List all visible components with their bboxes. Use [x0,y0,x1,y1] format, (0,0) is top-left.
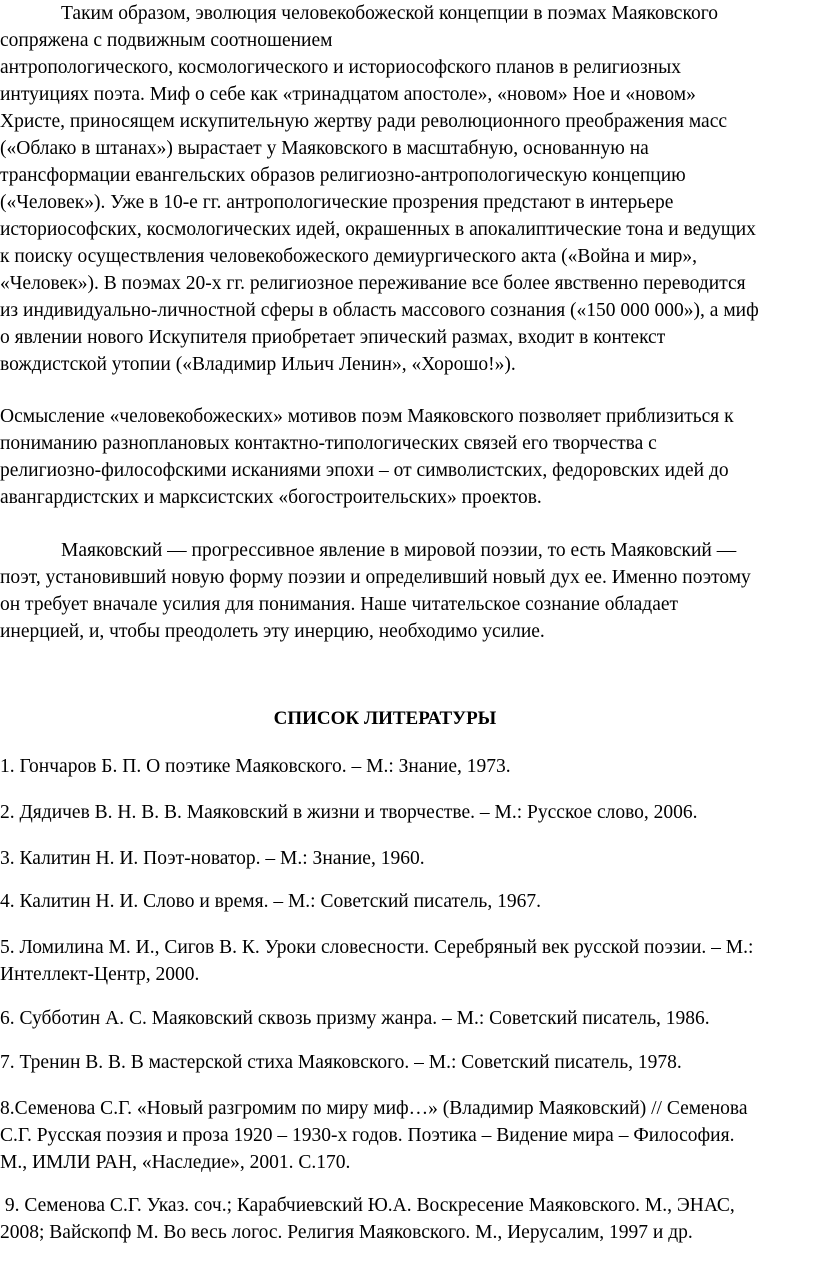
bibliography-heading: СПИСОК ЛИТЕРАТУРЫ [273,708,497,729]
paragraph-line: антропологического, космологического и историософского планов в религиозных [0,57,681,78]
bibliography-line: 8.Семенова С.Г. «Новый разгромим по миру миф…» (Владимир Маяковский) // Семенова [0,1098,748,1119]
bibliography-line: М., ИМЛИ РАН, «Наследие», 2001. С.170. [0,1152,351,1173]
bibliography-line: 1. Гончаров Б. П. О поэтике Маяковского. – М.: Знание, 1973. [0,756,511,777]
bibliography-item [0,1095,748,1176]
paragraph-line: инерцией, и, чтобы преодолеть эту инерцию, необходимо усилие. [0,621,545,642]
bibliography-line: 9. Семенова С.Г. Указ. соч.; Карабчиевский Ю.А. Воскресение Маяковского. М., ЭНАС, [0,1195,735,1216]
paragraph-line: Осмысление «человекобожеских» мотивов поэм Маяковского позволяет приблизиться к [0,406,734,427]
paragraph-line: трансформации евангельских образов религиозно-антропологическую концепцию [0,165,686,186]
paragraph-line: к поиску осуществления человекобожеского демиургического акта («Война и мир», [0,246,697,267]
bibliography-item [0,1192,735,1246]
bibliography-line: Интеллект-Центр, 2000. [0,964,200,985]
paragraph-line: пониманию разноплановых контактно-типологических связей его творчества с [0,433,657,454]
paragraph-line: о явлении нового Искупителя приобретает эпический размах, входит в контекст [0,327,666,348]
bibliography-line: 2008; Вайскопф М. Во весь логос. Религия Маяковского. М., Иерусалим, 1997 и др. [0,1222,693,1243]
paragraph-line: он требует вначале усилия для понимания. Наше читательское сознание обладает [0,594,679,615]
paragraph-evolution [0,0,759,378]
paragraph-line: поэт, установивший новую форму поэзии и определивший новый дух ее. Именно поэтому [0,567,751,588]
paragraph-line: историософских, космологических идей, окрашенных в апокалиптические тона и ведущих [0,219,756,240]
paragraph-mayakovsky [0,537,751,645]
bibliography-line: 5. Ломилина М. И., Сигов В. К. Уроки словесности. Серебряный век русской поэзии. – М.: [0,937,754,958]
bibliography-item [0,1005,710,1032]
bibliography-item [0,753,511,780]
paragraph-line: («Облако в штанах») вырастает у Маяковского в масштабную, основанную на [0,138,649,159]
paragraph-line: Таким образом, эволюция человекобожеской концепции в поэмах Маяковского [61,3,718,24]
bibliography-line: 4. Калитин Н. И. Слово и время. – М.: Советский писатель, 1967. [0,891,541,912]
paragraph-line: интуициях поэта. Миф о себе как «тринадцатом апостоле», «новом» Ное и «новом» [0,84,696,105]
bibliography-item [0,1049,682,1076]
bibliography-line: 6. Субботин А. С. Маяковский сквозь призму жанра. – М.: Советский писатель, 1986. [0,1008,710,1029]
bibliography-item [0,934,753,988]
paragraph-line: религиозно-философскими исканиями эпохи – от символистских, федоровских идей до [0,460,729,481]
paragraph-line: Маяковский — прогрессивное явление в мировой поэзии, то есть Маяковский — [61,540,737,561]
bibliography-line: 2. Дядичев В. Н. В. В. Маяковский в жизни и творчестве. – М.: Русское слово, 2006. [0,802,698,823]
paragraph-line: вождистской утопии («Владимир Ильич Ленин», «Хорошо!»). [0,354,516,375]
paragraph-line: Христе, приносящем искупительную жертву ради революционного преображения масс [0,111,728,132]
bibliography-item [0,888,541,915]
bibliography-line: 3. Калитин Н. И. Поэт-новатор. – М.: Знание, 1960. [0,848,425,869]
paragraph-line: сопряжена с подвижным соотношением [0,30,333,51]
bibliography-line: 7. Тренин В. В. В мастерской стиха Маяковского. – М.: Советский писатель, 1978. [0,1052,682,1073]
paragraph-line: из индивидуально-личностной сферы в область массового сознания («150 000 000»), а миф [0,300,759,321]
paragraph-line: авангардистских и марксистских «богостроительских» проектов. [0,487,542,508]
paragraph-comprehension [0,403,734,511]
bibliography-item [0,799,698,826]
bibliography-item [0,845,425,872]
bibliography-line: С.Г. Русская поэзия и проза 1920 – 1930-х годов. Поэтика – Видение мира – Философия. [0,1125,735,1146]
paragraph-line: («Человек»). Уже в 10-е гг. антропологические прозрения предстают в интерьере [0,192,674,213]
paragraph-line: «Человек»). В поэмах 20-х гг. религиозное переживание все более явственно переводится [0,273,746,294]
